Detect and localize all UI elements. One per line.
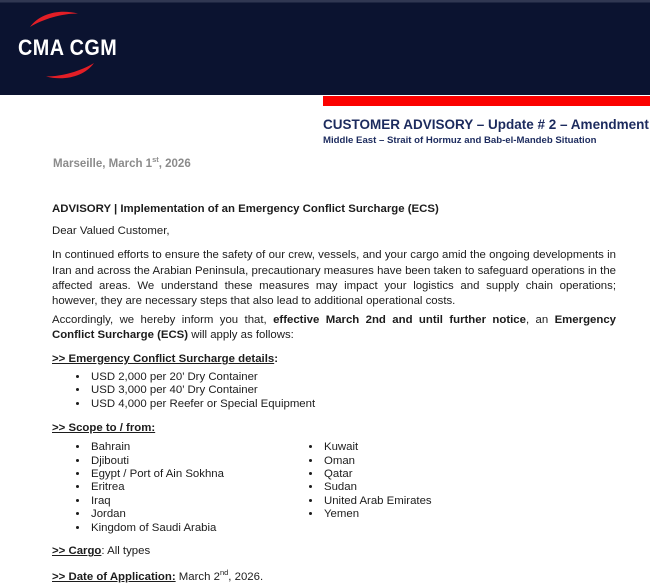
logo-text: CMA CGM — [18, 35, 118, 60]
red-accent-bar — [323, 96, 650, 106]
cma-cgm-logo — [10, 6, 140, 90]
paragraph2-bold1: effective March 2nd and until further notice — [273, 314, 526, 327]
salutation: Dear Valued Customer, — [52, 225, 170, 238]
dateline-text: Marseille, March 1 — [53, 158, 153, 170]
list-item: • Eritrea — [89, 481, 285, 494]
list-item: • Egypt / Port of Ain Sokhna — [89, 468, 285, 481]
list-item: • United Arab Emirates — [322, 495, 616, 508]
scope-column-1 — [52, 441, 285, 535]
subject-line: ADVISORY | Implementation of an Emergency Conflict Surcharge (ECS) — [52, 203, 439, 215]
section-heading-surcharge-details — [52, 352, 616, 367]
scope-columns — [52, 441, 616, 535]
section-heading-scope — [52, 421, 616, 436]
paragraph-announcement — [52, 313, 616, 343]
list-item: • USD 3,000 per 40’ Dry Container — [89, 384, 616, 397]
scope-heading-text: >> Scope to / from: — [52, 422, 156, 435]
advisory-title: CUSTOMER ADVISORY – Update # 2 – Amendment — [323, 117, 649, 132]
paragraph2-bold2: Emergency Conflict Surcharge (ECS) — [52, 314, 616, 342]
date-of-application-year: , 2026. — [228, 571, 264, 584]
paragraph2-part3: will apply as follows: — [188, 329, 294, 342]
list-item: • Bahrain — [89, 441, 285, 454]
date-of-application-value: March 2 — [175, 571, 220, 584]
surcharge-list — [52, 371, 616, 411]
list-item: • Jordan — [89, 508, 285, 521]
masthead — [0, 0, 650, 95]
list-item: • Djibouti — [89, 455, 285, 468]
advisory-subtitle: Middle East – Strait of Hormuz and Bab-el-Mandeb Situation — [323, 135, 597, 146]
list-item: • Oman — [322, 455, 616, 468]
list-item: • Yemen — [322, 508, 616, 521]
list-item: • Kuwait — [322, 441, 616, 454]
advisory-header — [323, 117, 650, 146]
cargo-value: : All types — [101, 545, 151, 558]
surcharge-heading-colon: : — [274, 352, 278, 365]
list-item: • Iraq — [89, 495, 285, 508]
date-of-application-line — [52, 570, 616, 585]
cargo-label: >> Cargo — [52, 545, 102, 558]
paragraph2-part1: Accordingly, we hereby inform you that, — [52, 314, 274, 327]
scope-column-2 — [285, 441, 616, 535]
list-item: • Sudan — [322, 481, 616, 494]
date-of-application-ordinal: nd — [219, 568, 229, 578]
date-of-application-label: >> Date of Application: — [52, 571, 176, 584]
list-item: • USD 4,000 per Reefer or Special Equipment — [89, 398, 616, 411]
surcharge-heading-text: >> Emergency Conflict Surcharge details — [52, 352, 275, 365]
dateline — [53, 155, 191, 170]
dateline-year: , 2026 — [158, 158, 191, 170]
paragraph2-part2: , an — [525, 314, 555, 327]
list-item: • USD 2,000 per 20’ Dry Container — [89, 371, 616, 384]
list-item: • Kingdom of Saudi Arabia — [89, 522, 285, 535]
list-item: • Qatar — [322, 468, 616, 481]
dateline-ordinal: st — [152, 155, 159, 165]
paragraph-intro: In continued efforts to ensure the safety of our crew, vessels, and your cargo amid the ongoing developments in Iran and across the Arabian Peninsula, precautionary measures have been taken to safeguard operations in the affected areas. We understand these measures may impact your logistics and supply chain operations; however, they are necessary steps that also lead to additional operational costs. — [52, 249, 616, 308]
cargo-line — [52, 544, 616, 559]
letter-body — [52, 196, 616, 586]
